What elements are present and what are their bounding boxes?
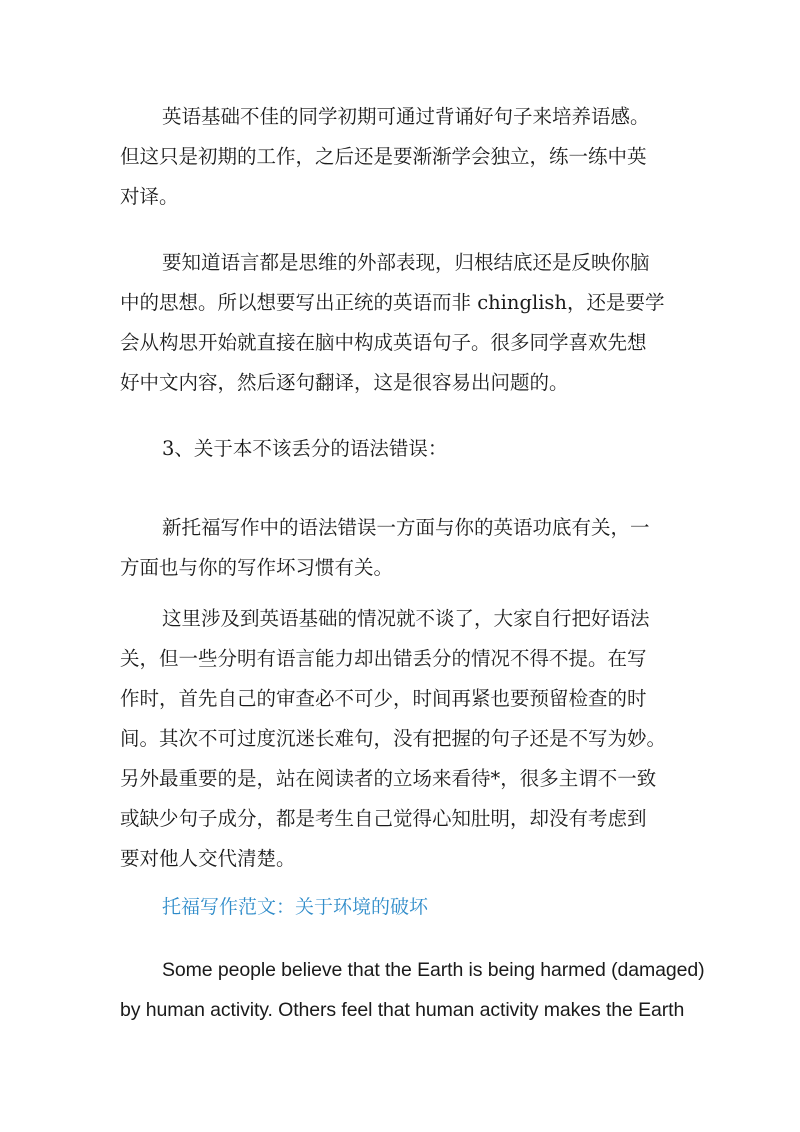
english-sample-paragraph — [120, 950, 705, 1030]
paragraph-line: Some people believe that the Earth is being harmed (damaged) — [162, 959, 705, 981]
paragraph-advice — [120, 599, 680, 879]
paragraph-line: by human activity. Others feel that human activity makes the Earth — [120, 999, 685, 1021]
sample-essay-heading — [120, 887, 680, 927]
paragraph-line: 另外最重要的是，站在阅读者的立场来看待*，很多主谓不一致 — [120, 767, 657, 790]
paragraph-grammar-errors — [120, 508, 680, 588]
paragraph-line: 方面也与你的写作坏习惯有关。 — [120, 556, 394, 579]
paragraph-line: 好中文内容，然后逐句翻译，这是很容易出问题的。 — [120, 371, 569, 394]
paragraph-line: 对译。 — [120, 185, 179, 208]
paragraph-line: 3、关于本不该丢分的语法错误： — [162, 437, 448, 460]
paragraph-line: 关，但一些分明有语言能力却出错丢分的情况不得不提。在写 — [120, 647, 647, 670]
paragraph-line: 会从构思开始就直接在脑中构成英语句子。很多同学喜欢先想 — [120, 331, 647, 354]
paragraph-line: 要知道语言都是思维的外部表现，归根结底还是反映你脑 — [162, 251, 650, 274]
paragraph-line: 作时，首先自己的审查必不可少，时间再紧也要预留检查的时 — [120, 687, 647, 710]
paragraph-line: 或缺少句子成分，都是考生自己觉得心知肚明，却没有考虑到 — [120, 807, 647, 830]
paragraph-line: 间。其次不可过度沉迷长难句，没有把握的句子还是不写为妙。 — [120, 727, 667, 750]
paragraph-line: 但这只是初期的工作，之后还是要渐渐学会独立，练一练中英 — [120, 145, 647, 168]
heading-text: 托福写作范文：关于环境的破坏 — [162, 896, 429, 918]
paragraph-basics — [120, 97, 680, 217]
paragraph-line: 要对他人交代清楚。 — [120, 847, 296, 870]
paragraph-thinking — [120, 243, 680, 403]
paragraph-line: 新托福写作中的语法错误一方面与你的英语功底有关，一 — [162, 516, 650, 539]
paragraph-line: 这里涉及到英语基础的情况就不谈了，大家自行把好语法 — [162, 607, 650, 630]
section-point-3 — [120, 429, 680, 469]
paragraph-line: 英语基础不佳的同学初期可通过背诵好句子来培养语感。 — [162, 105, 650, 128]
paragraph-line: 中的思想。所以想要写出正统的英语而非 chinglish，还是要学 — [120, 291, 665, 314]
